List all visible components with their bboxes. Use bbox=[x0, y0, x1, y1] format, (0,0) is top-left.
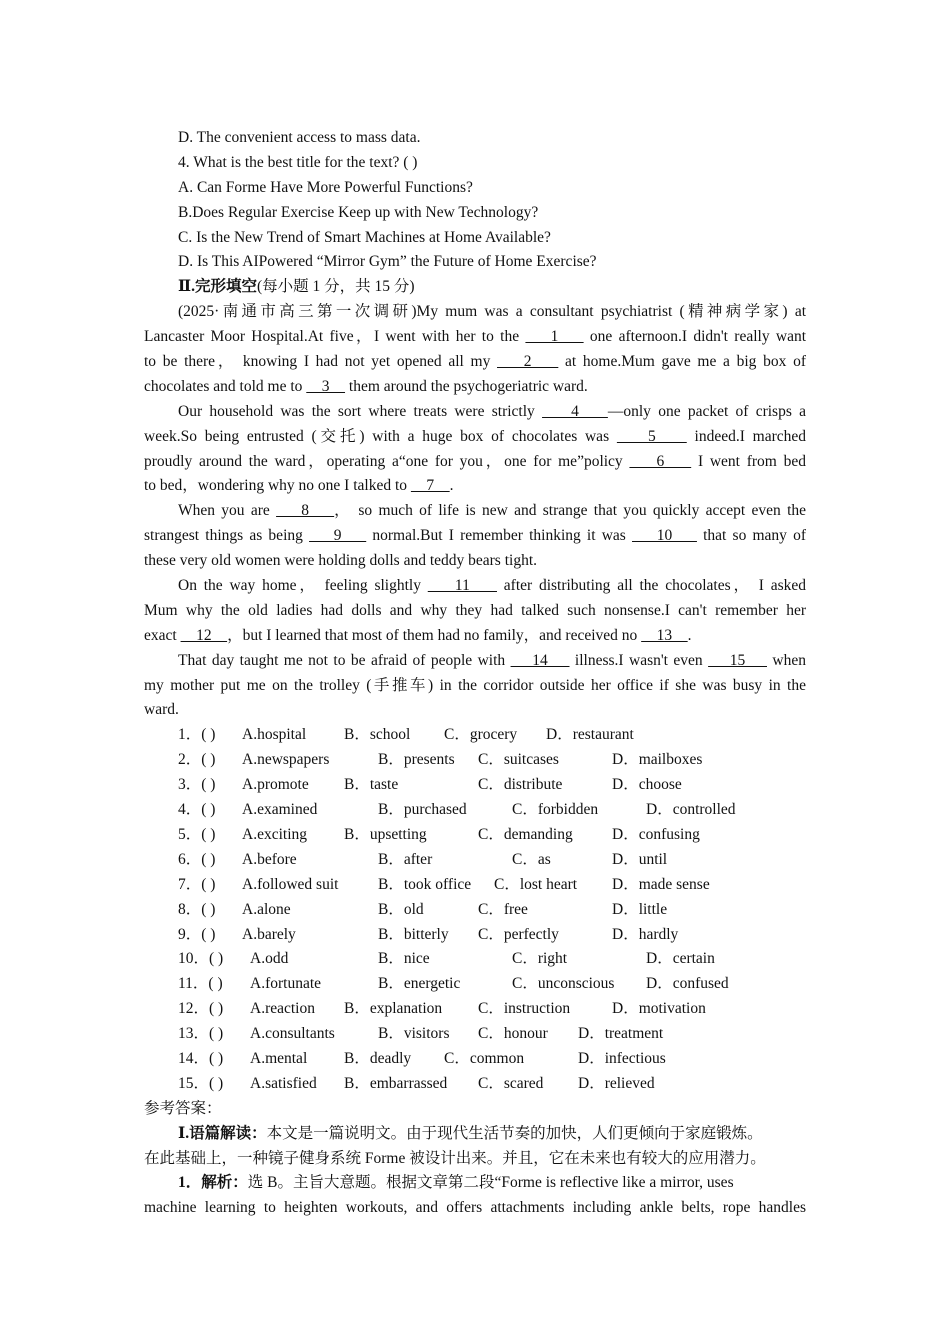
section-title-note: (每小题 1 分，共 15 分) bbox=[256, 278, 415, 296]
option-row: 13．( ) A.consultants B．visitors C．honour D．treatment bbox=[178, 1025, 664, 1043]
answers-heading: 参考答案： bbox=[144, 1099, 222, 1117]
passage-line: When you are 8 ， so much of life is new and strange that you quickly accept even the bbox=[178, 502, 806, 520]
blank-6: 6 bbox=[629, 452, 692, 470]
option-row: 15．( ) A.satisfied B．embarrassed C．scared D．relieved bbox=[178, 1074, 655, 1092]
question-option-line: C. Is the New Trend of Smart Machines at Home Available? bbox=[178, 228, 551, 246]
blank-15: 15 bbox=[708, 651, 767, 669]
blank-11: 11 bbox=[427, 577, 497, 595]
blank-2: 2 bbox=[497, 353, 559, 371]
passage-line: exact 12 ，but I learned that most of them had no family，and received no 13 . bbox=[144, 626, 692, 644]
option-row: 10．( ) A.odd B．nice C．right D．certain bbox=[178, 950, 715, 968]
blank-9: 9 bbox=[309, 527, 367, 545]
option-row: 12．( ) A.reaction B．explanation C．instruction D．motivation bbox=[178, 1000, 706, 1018]
analysis-label: Ⅰ.语篇解读： bbox=[178, 1124, 267, 1142]
answer-analysis: 1．解析：选 B。主旨大意题。根据文章第二段“Forme is reflective like a mirror, uses bbox=[178, 1174, 734, 1192]
option-row: 1．( ) A.hospital B．school C．grocery D．restaurant bbox=[178, 726, 634, 744]
passage-line: to bed，wondering why no one I talked to 7 . bbox=[144, 477, 454, 495]
blank-13: 13 bbox=[641, 626, 688, 644]
document-page bbox=[144, 126, 806, 1221]
option-row: 6．( ) A.before B．after C．as D．until bbox=[178, 850, 668, 868]
blank-12: 12 bbox=[180, 626, 228, 644]
answer-analysis: 在此基础上，一种镜子健身系统 Forme 被设计出来。并且，它在未来也有较大的应用潜力。 bbox=[144, 1149, 766, 1167]
passage-line: these very old women were holding dolls and teddy bears tight. bbox=[144, 552, 538, 570]
option-row: 8．( ) A.alone B．old C．free D．little bbox=[178, 900, 668, 918]
section-title-label: Ⅱ.完形填空 bbox=[178, 278, 257, 296]
option-row: 7．( ) A.followed suit B．took office C．lost heart D．made sense bbox=[178, 875, 710, 893]
passage-line: ward. bbox=[144, 701, 179, 719]
blank-4: 4 bbox=[542, 402, 608, 420]
answer-analysis: Ⅰ.语篇解读：本文是一篇说明文。由于现代生活节奏的加快，人们更倾向于家庭锻炼。 bbox=[178, 1124, 763, 1142]
blank-1: 1 bbox=[525, 328, 584, 346]
passage-line: to be there， knowing I had not yet opened all my 2 at home.Mum gave me a big box of bbox=[144, 353, 806, 371]
option-row: 4．( ) A.examined B．purchased C．forbidden D．controlled bbox=[178, 801, 736, 819]
blank-5: 5 bbox=[616, 427, 687, 445]
option-row: 14．( ) A.mental B．deadly C．common D．infectious bbox=[178, 1049, 666, 1067]
option-row: 2．( ) A.newspapers B．presents C．suitcases D．mailboxes bbox=[178, 751, 703, 769]
question-stem: 4. What is the best title for the text? ( ) bbox=[178, 153, 418, 171]
blank-14: 14 bbox=[510, 651, 570, 669]
passage-line: That day taught me not to be afraid of people with 14 illness.I wasn't even 15 when bbox=[178, 651, 806, 669]
passage-line: On the way home， feeling slightly 11 after distributing all the chocolates， I asked bbox=[178, 577, 806, 595]
blank-10: 10 bbox=[632, 527, 697, 545]
option-row: 3．( ) A.promote B．taste C．distribute D．choose bbox=[178, 776, 682, 794]
question-option-line: B.Does Regular Exercise Keep up with New Technology? bbox=[178, 203, 539, 221]
passage-line: Mum why the old ladies had dolls and why they had talked such nonsense.I can't remember her bbox=[144, 601, 806, 619]
passage-line: (2025·南通市高三第一次调研)My mum was a consultant psychiatrist (精神病学家) at bbox=[178, 303, 806, 321]
options-list bbox=[144, 723, 806, 1096]
option-row: 11．( ) A.fortunate B．energetic C．unconscious D．confused bbox=[178, 975, 729, 993]
passage-line: week.So being entrusted (交托) with a huge box of chocolates was 5 indeed.I marched bbox=[144, 427, 806, 445]
passage-line: strangest things as being 9 normal.But I remember thinking it was 10 that so many of bbox=[144, 527, 806, 545]
option-row: 9．( ) A.barely B．bitterly C．perfectly D．hardly bbox=[178, 925, 679, 943]
option-row: 5．( ) A.exciting B．upsetting C．demanding D．confusing bbox=[178, 825, 700, 843]
passage-line: proudly around the ward，operating a“one for you，one for me”policy 6 I went from bed bbox=[144, 452, 806, 470]
blank-8: 8 bbox=[276, 502, 335, 520]
passage-line: Lancaster Moor Hospital.At five，I went with her to the 1 one afternoon.I didn't really want bbox=[144, 328, 806, 346]
passage-line: chocolates and told me to 3 them around the psychogeriatric ward. bbox=[144, 377, 588, 395]
analysis-label: 1．解析： bbox=[178, 1174, 248, 1192]
passage-line: my mother put me on the trolley (手推车) in the corridor outside her office if she was busy in the bbox=[144, 676, 806, 694]
question-option-line: D. Is This AIPowered “Mirror Gym” the Future of Home Exercise? bbox=[178, 253, 597, 271]
blank-3: 3 bbox=[306, 377, 346, 395]
section-title bbox=[144, 275, 806, 300]
passage-line: Our household was the sort where treats were strictly 4 —only one packet of crisps a bbox=[178, 402, 806, 420]
blank-7: 7 bbox=[410, 477, 450, 495]
question-option-line: A. Can Forme Have More Powerful Functions? bbox=[178, 178, 473, 196]
answer-analysis: machine learning to heighten workouts, and offers attachments including ankle belts, rope handles bbox=[144, 1199, 806, 1217]
question-option-line: D. The convenient access to mass data. bbox=[178, 129, 421, 146]
